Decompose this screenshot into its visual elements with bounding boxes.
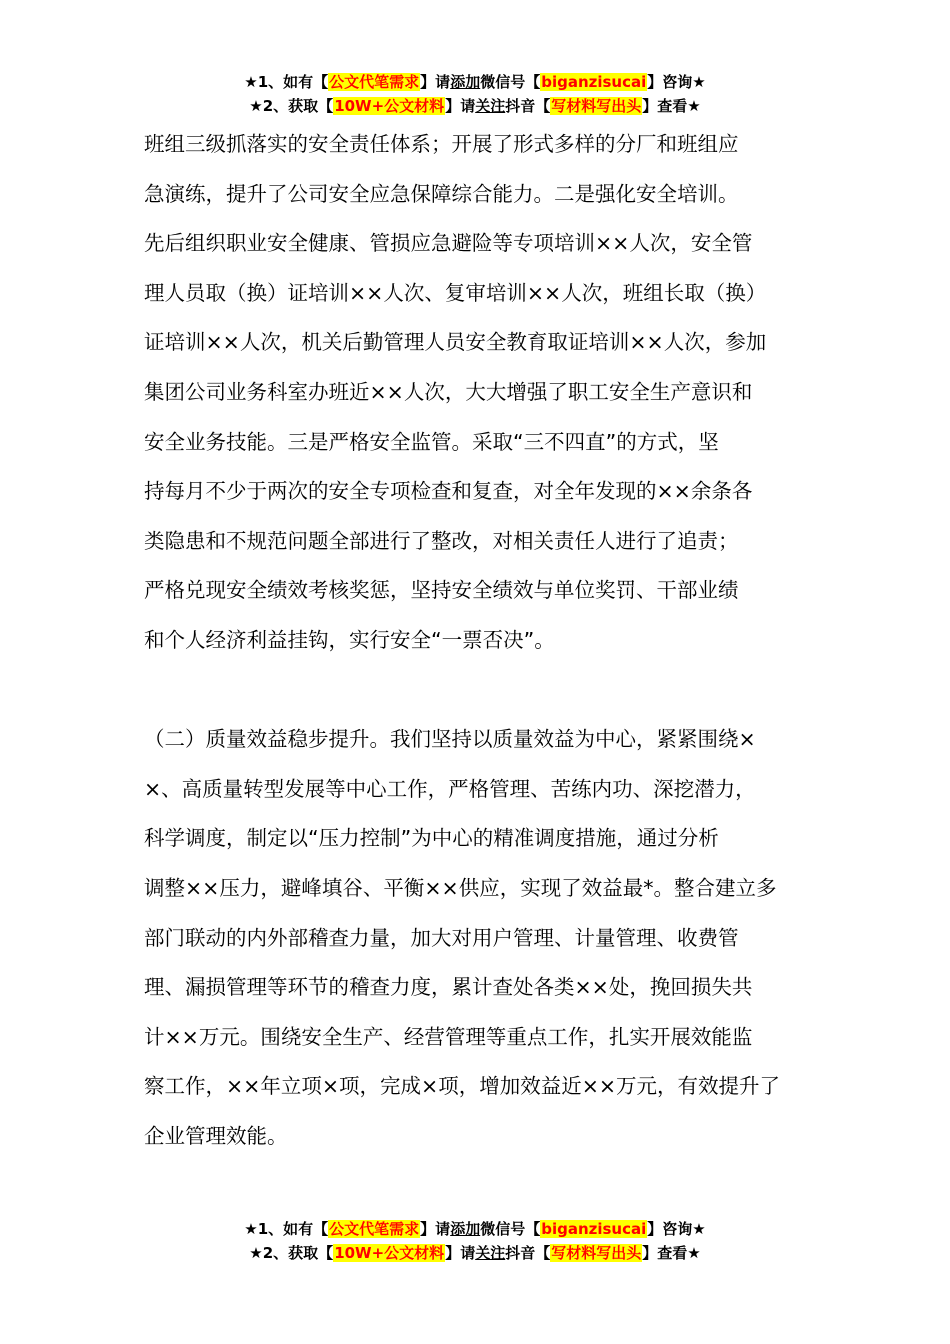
banner-text: ★1、如有【: [244, 73, 329, 91]
text-line: （二）质量效益稳步提升。我们坚持以质量效益为中心，紧紧围绕×: [144, 727, 756, 752]
banner-highlight: 公文代笔需求: [329, 73, 420, 91]
banner-text: ★2、获取【: [249, 97, 334, 115]
text-line: 计××万元。围绕安全生产、经营管理等重点工作，扎实开展效能监: [144, 1024, 753, 1049]
text-line: 班组三级抓落实的安全责任体系；开展了形式多样的分厂和班组应: [144, 132, 739, 156]
document-body: [144, 120, 806, 1161]
text-line: 急演练，提升了公司安全应急保障综合能力。二是强化安全培训。: [144, 181, 739, 206]
banner-text: 】请: [445, 97, 476, 115]
text-line: 理人员取（换）证培训××人次、复审培训××人次，班组长取（换）: [144, 280, 767, 305]
text-line: 持每月不少于两次的安全专项检查和复查，对全年发现的××余条各: [144, 479, 753, 504]
text-line: ×、高质量转型发展等中心工作，严格管理、苦练内功、深挖潜力，: [144, 776, 756, 801]
banner-line-1: [0, 70, 950, 94]
banner-text: 抖音【: [505, 1244, 551, 1262]
text-line: 部门联动的内外部稽查力量，加大对用户管理、计量管理、收费管: [144, 925, 739, 950]
text-line: 严格兑现安全绩效考核奖惩，坚持安全绩效与单位奖罚、干部业绩: [144, 578, 739, 603]
banner-line-2: [0, 94, 950, 118]
banner-underline: 添加: [450, 73, 481, 91]
banner-text: 】咨询★: [647, 1220, 706, 1238]
banner-highlight: 10W+公文材料: [334, 1244, 445, 1262]
banner-text: 】请: [445, 1244, 476, 1262]
banner-text: 】请: [420, 1220, 451, 1238]
banner-highlight: 写材料写出头: [551, 1244, 642, 1262]
banner-text: ★2、获取【: [249, 1244, 334, 1262]
paragraph-safety: [144, 120, 806, 666]
banner-text: 】查看★: [642, 1244, 701, 1262]
text-line: 证培训××人次，机关后勤管理人员安全教育取证培训××人次，参加: [144, 330, 767, 355]
banner-text: 抖音【: [505, 97, 551, 115]
banner-underline: 关注: [475, 97, 506, 115]
text-line: 调整××压力，避峰填谷、平衡××供应，实现了效益最*。整合建立多: [144, 875, 777, 900]
text-line: 先后组织职业安全健康、管损应急避险等专项培训××人次，安全管: [144, 231, 753, 256]
banner-text: 微信号【: [480, 73, 541, 91]
text-line: 察工作，××年立项×项，完成×项，增加效益近××万元，有效提升了: [144, 1074, 781, 1099]
banner-line-2: [0, 1241, 950, 1265]
banner-text: 微信号【: [480, 1220, 541, 1238]
text-line: 集团公司业务科室办班近××人次，大大增强了职工安全生产意识和: [144, 379, 753, 404]
banner-highlight: biganzisucai: [541, 1220, 647, 1238]
footer-banner: [0, 1217, 950, 1265]
banner-text: 】查看★: [642, 97, 701, 115]
text-line: 类隐患和不规范问题全部进行了整改，对相关责任人进行了追责；: [144, 528, 739, 553]
banner-highlight: 公文代笔需求: [329, 1220, 420, 1238]
header-banner: [0, 70, 950, 118]
text-line: 科学调度，制定以“压力控制”为中心的精准调度措施，通过分析: [144, 826, 719, 851]
banner-text: 】请: [420, 73, 451, 91]
paragraph-quality: [144, 715, 806, 1161]
banner-text: ★1、如有【: [244, 1220, 329, 1238]
banner-highlight: 10W+公文材料: [334, 97, 445, 115]
text-line: 理、漏损管理等环节的稽查力度，累计查处各类××处，挽回损失共: [144, 975, 753, 1000]
banner-underline: 关注: [475, 1244, 506, 1262]
banner-text: 】咨询★: [647, 73, 706, 91]
banner-highlight: biganzisucai: [541, 73, 647, 91]
banner-line-1: [0, 1217, 950, 1241]
text-line: 和个人经济利益挂钩，实行安全“一票否决”。: [144, 627, 555, 652]
banner-highlight: 写材料写出头: [551, 97, 642, 115]
text-line: 企业管理效能。: [144, 1123, 288, 1148]
paragraph-spacer: [144, 666, 806, 716]
text-line: 安全业务技能。三是严格安全监管。采取“三不四直”的方式，坚: [144, 429, 719, 454]
banner-underline: 添加: [450, 1220, 481, 1238]
